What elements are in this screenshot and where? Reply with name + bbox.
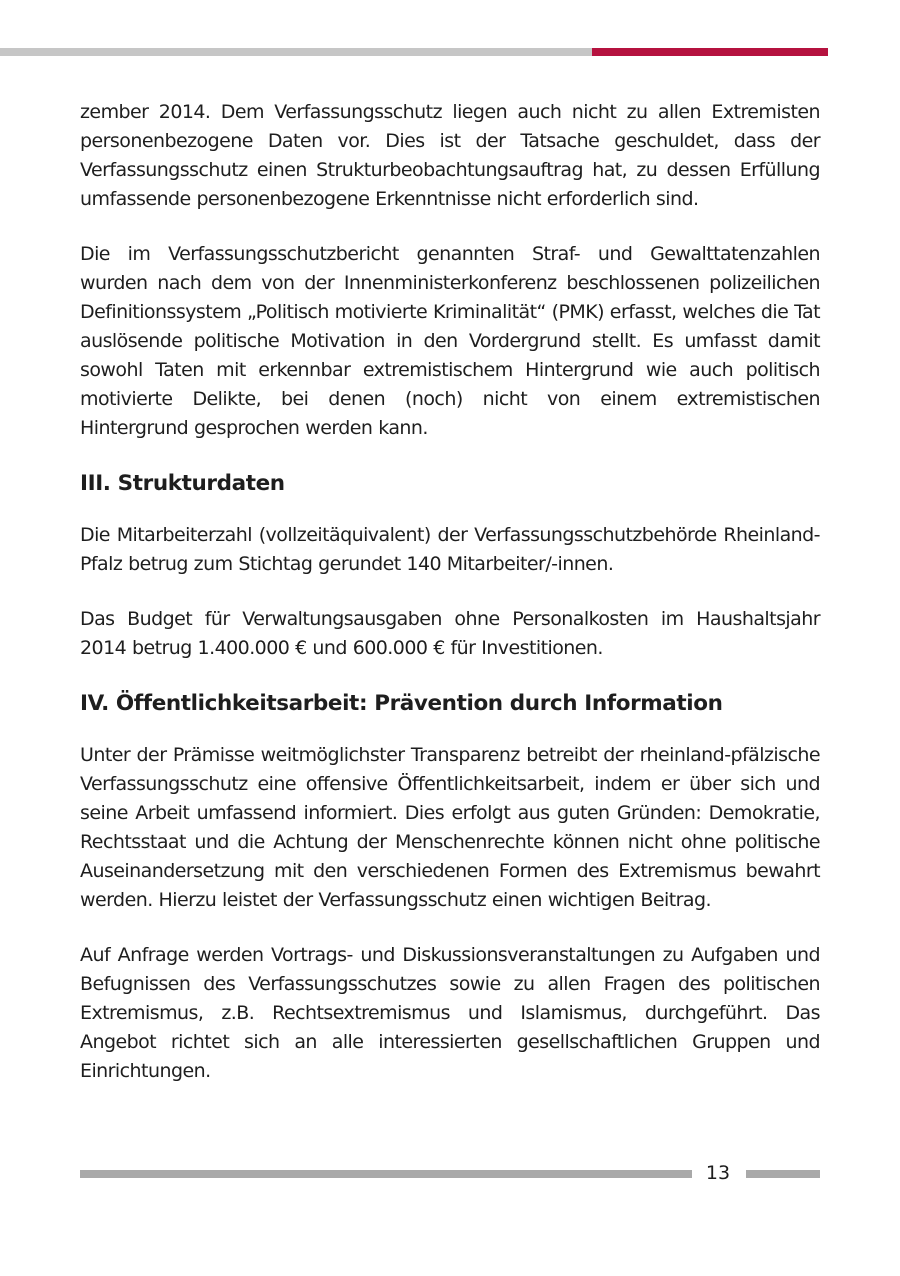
- paragraph-staff: Die Mitarbeiterzahl (vollzeitäquivalent) der Verfassungsschutzbehörde Rheinland-Pfalz betrug zum Stichtag gerundet 140 Mitarbeiter/-innen.: [80, 524, 820, 575]
- header-rule-gray: [0, 48, 592, 56]
- page-content: [80, 98, 820, 1112]
- footer-rule-right: [746, 1170, 820, 1178]
- paragraph-budget: Das Budget für Verwaltungsausgaben ohne Personalkosten im Haushaltsjahr 2014 betrug 1.400.000 € und 600.000 € für Investitionen.: [80, 608, 820, 659]
- header-rule-accent: [592, 48, 828, 56]
- section-heading-oeffentlichkeitsarbeit: IV. Öffentlichkeitsarbeit: Prävention durch Information: [80, 691, 723, 716]
- paragraph-pmk: Die im Verfassungsschutzbericht genannten Straf- und Gewalttatenzahlen wurden nach dem von der Innenministerkonferenz beschlossenen polizeilichen Definitionssystem „Politisch motivierte Kriminalität“ (PMK) erfasst, welches die Tat auslösende politische Motivation in den Vordergrund stellt. Es umfasst damit sowohl Taten mit erkennbar extremistischem Hintergrund wie auch politisch motivierte Delikte, bei denen (noch) nicht von einem extremistischen Hintergrund gesprochen werden kann.: [80, 243, 820, 439]
- paragraph-continued: zember 2014. Dem Verfassungsschutz liegen auch nicht zu allen Extremisten personenbezogene Daten vor. Dies ist der Tatsache geschuldet, dass der Verfassungsschutz einen Strukturbeobachtungsauftrag hat, zu dessen Erfüllung umfassende personenbezogene Erkenntnisse nicht erforderlich sind.: [80, 101, 820, 210]
- paragraph-transparency: Unter der Prämisse weitmöglichster Transparenz betreibt der rheinland-pfälzische Verfassungsschutz eine offensive Öffentlichkeitsarbeit, indem er über sich und seine Arbeit umfassend informiert. Dies erfolgt aus guten Gründen: Demokratie, Rechtsstaat und die Achtung der Menschenrechte können nicht ohne politische Auseinandersetzung mit den verschiedenen Formen des Extremismus bewahrt werden. Hierzu leistet der Verfassungsschutz einen wichtigen Beitrag.: [80, 744, 820, 911]
- paragraph-events: Auf Anfrage werden Vortrags- und Diskussionsveranstaltungen zu Aufgaben und Befugnissen des Verfassungsschutzes sowie zu allen Fragen des politischen Extremismus, z.B. Rechtsextremismus und Islamismus, durchgeführt. Das Angebot richtet sich an alle interessierten gesellschaftlichen Gruppen und Einrichtungen.: [80, 944, 820, 1082]
- section-heading-strukturdaten: III. Strukturdaten: [80, 471, 285, 496]
- page-number: 13: [705, 1162, 731, 1184]
- footer-rule-left: [80, 1170, 692, 1178]
